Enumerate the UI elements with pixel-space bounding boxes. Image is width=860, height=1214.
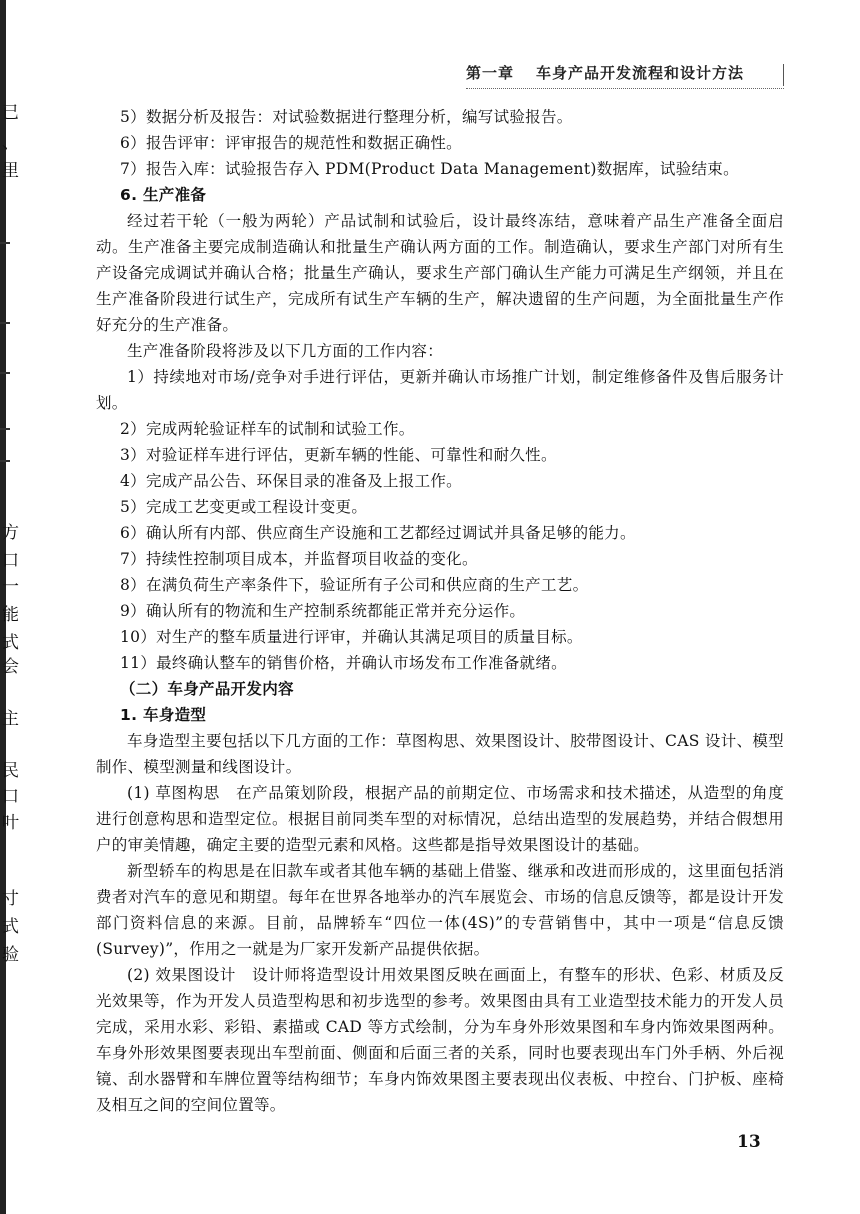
spine-fragment: 式	[2, 633, 19, 653]
list-item: 1）持续地对市场/竞争对手进行评估，更新并确认市场推广计划，制定维修备件及售后服务计划。	[96, 368, 784, 412]
list-item: 7）持续性控制项目成本，并监督项目收益的变化。	[120, 550, 478, 568]
spine-fragment: 已	[2, 103, 19, 123]
paragraph: 生产准备阶段将涉及以下几方面的工作内容：	[127, 342, 444, 360]
paragraph: 经过若干轮（一般为两轮）产品试制和试验后，设计最终冻结，意味着产品生产准备全面启动。生产准备主要完成制造确认和批量生产确认两方面的工作。制造确认，要求生产部门对所有生产设备完成调试并确认合格；批量生产确认，要求生产部门确认生产能力可满足生产纲领，并且在生产准备阶段进行试生产，完成所有试生产车辆的生产，解决遗留的生产问题，为全面批量生产作好充分的生产准备。	[96, 212, 784, 334]
subsection-heading: 1. 车身造型	[120, 706, 207, 724]
spine-fragment: 口	[2, 787, 19, 807]
spine-dash	[0, 322, 10, 324]
paragraph: (1) 草图构思 在产品策划阶段，根据产品的前期定位、市场需求和技术描述，从造型的角度进行创意构思和造型定位。根据目前同类车型的对标情况，总结出造型的发展趋势，并结合假想用户的审美情趣，确定主要的造型元素和风格。这些都是指导效果图设计的基础。	[96, 784, 784, 854]
list-item: 2）完成两轮验证样车的试制和试验工作。	[120, 420, 415, 438]
page-number: 13	[737, 1132, 761, 1152]
chapter-label: 第一章	[466, 64, 515, 82]
list-item: 8）在满负荷生产率条件下，验证所有子公司和供应商的生产工艺。	[120, 576, 589, 594]
list-item: 9）确认所有的物流和生产控制系统都能正常并充分运作。	[120, 602, 526, 620]
spine-fragment: 口	[2, 551, 19, 571]
spine-fragment: 民	[2, 761, 19, 781]
paragraph: 新型轿车的构思是在旧款车或者其他车辆的基础上借鉴、继承和改进而形成的，这里面包括消费者对汽车的意见和期望。每年在世界各地举办的汽车展览会、市场的信息反馈等，都是设计开发部门资料信息的来源。目前，品牌轿车“四位一体(4S)”的专营销售中，其中一项是“信息反馈(Survey)”，作用之一就是为厂家开发新产品提供依据。	[96, 862, 784, 958]
spine-dash	[0, 242, 10, 244]
list-item: 6）确认所有内部、供应商生产设施和工艺都经过调试并具备足够的能力。	[120, 524, 636, 542]
list-item: 6）报告评审：评审报告的规范性和数据正确性。	[120, 134, 462, 152]
spine-fragment: 寸	[2, 889, 19, 909]
spine-fragment: 一	[2, 577, 19, 597]
list-item: 3）对验证样车进行评估，更新车辆的性能、可靠性和耐久性。	[120, 446, 557, 464]
header-divider	[783, 64, 784, 86]
page-body	[96, 104, 784, 1118]
page-spine-edge	[0, 0, 48, 1214]
spine-dash	[0, 460, 10, 462]
section-heading: （二）车身产品开发内容	[120, 680, 294, 698]
spine-fragment: 叶	[2, 813, 19, 833]
spine-fragment: 会	[2, 657, 19, 677]
spine-fragment: 、	[2, 133, 19, 153]
paragraph: 车身造型主要包括以下几方面的工作：草图构思、效果图设计、胶带图设计、CAS 设计、模型制作、模型测量和线图设计。	[96, 732, 784, 776]
list-item: 10）对生产的整车质量进行评审，并确认其满足项目的质量目标。	[120, 628, 583, 646]
chapter-title: 车身产品开发流程和设计方法	[536, 64, 745, 82]
section-heading: 6. 生产准备	[120, 186, 207, 204]
spine-fragment: 式	[2, 917, 19, 937]
spine-dash	[0, 428, 10, 430]
list-item: 11）最终确认整车的销售价格，并确认市场发布工作准备就绪。	[120, 654, 567, 672]
spine-fragment: 验	[2, 945, 19, 965]
list-item: 5）数据分析及报告：对试验数据进行整理分析，编写试验报告。	[120, 108, 573, 126]
spine-dash	[0, 372, 10, 374]
running-header	[466, 62, 784, 83]
list-item: 5）完成工艺变更或工程设计变更。	[120, 498, 368, 516]
list-item: 7）报告入库：试验报告存入 PDM(Product Data Management)数据库，试验结束。	[120, 160, 739, 178]
list-item: 4）完成产品公告、环保目录的准备及上报工作。	[120, 472, 462, 490]
header-rule	[466, 88, 784, 89]
spine-fragment: 里	[2, 161, 19, 181]
spine-fragment: 主	[2, 709, 19, 729]
paragraph: (2) 效果图设计 设计师将造型设计用效果图反映在画面上，有整车的形状、色彩、材质及反光效果等，作为开发人员造型构思和初步选型的参考。效果图由具有工业造型技术能力的开发人员完成，采用水彩、彩铅、素描或 CAD 等方式绘制，分为车身外形效果图和车身内饰效果图两种。车身外形效果图要表现出车型前面、侧面和后面三者的关系，同时也要表现出车门外手柄、外后视镜、刮水器臂和车牌位置等结构细节；车身内饰效果图主要表现出仪表板、中控台、门护板、座椅及相互之间的空间位置等。	[96, 966, 784, 1114]
spine-fragment: 方	[2, 523, 19, 543]
spine-fragment: 能	[2, 605, 19, 625]
